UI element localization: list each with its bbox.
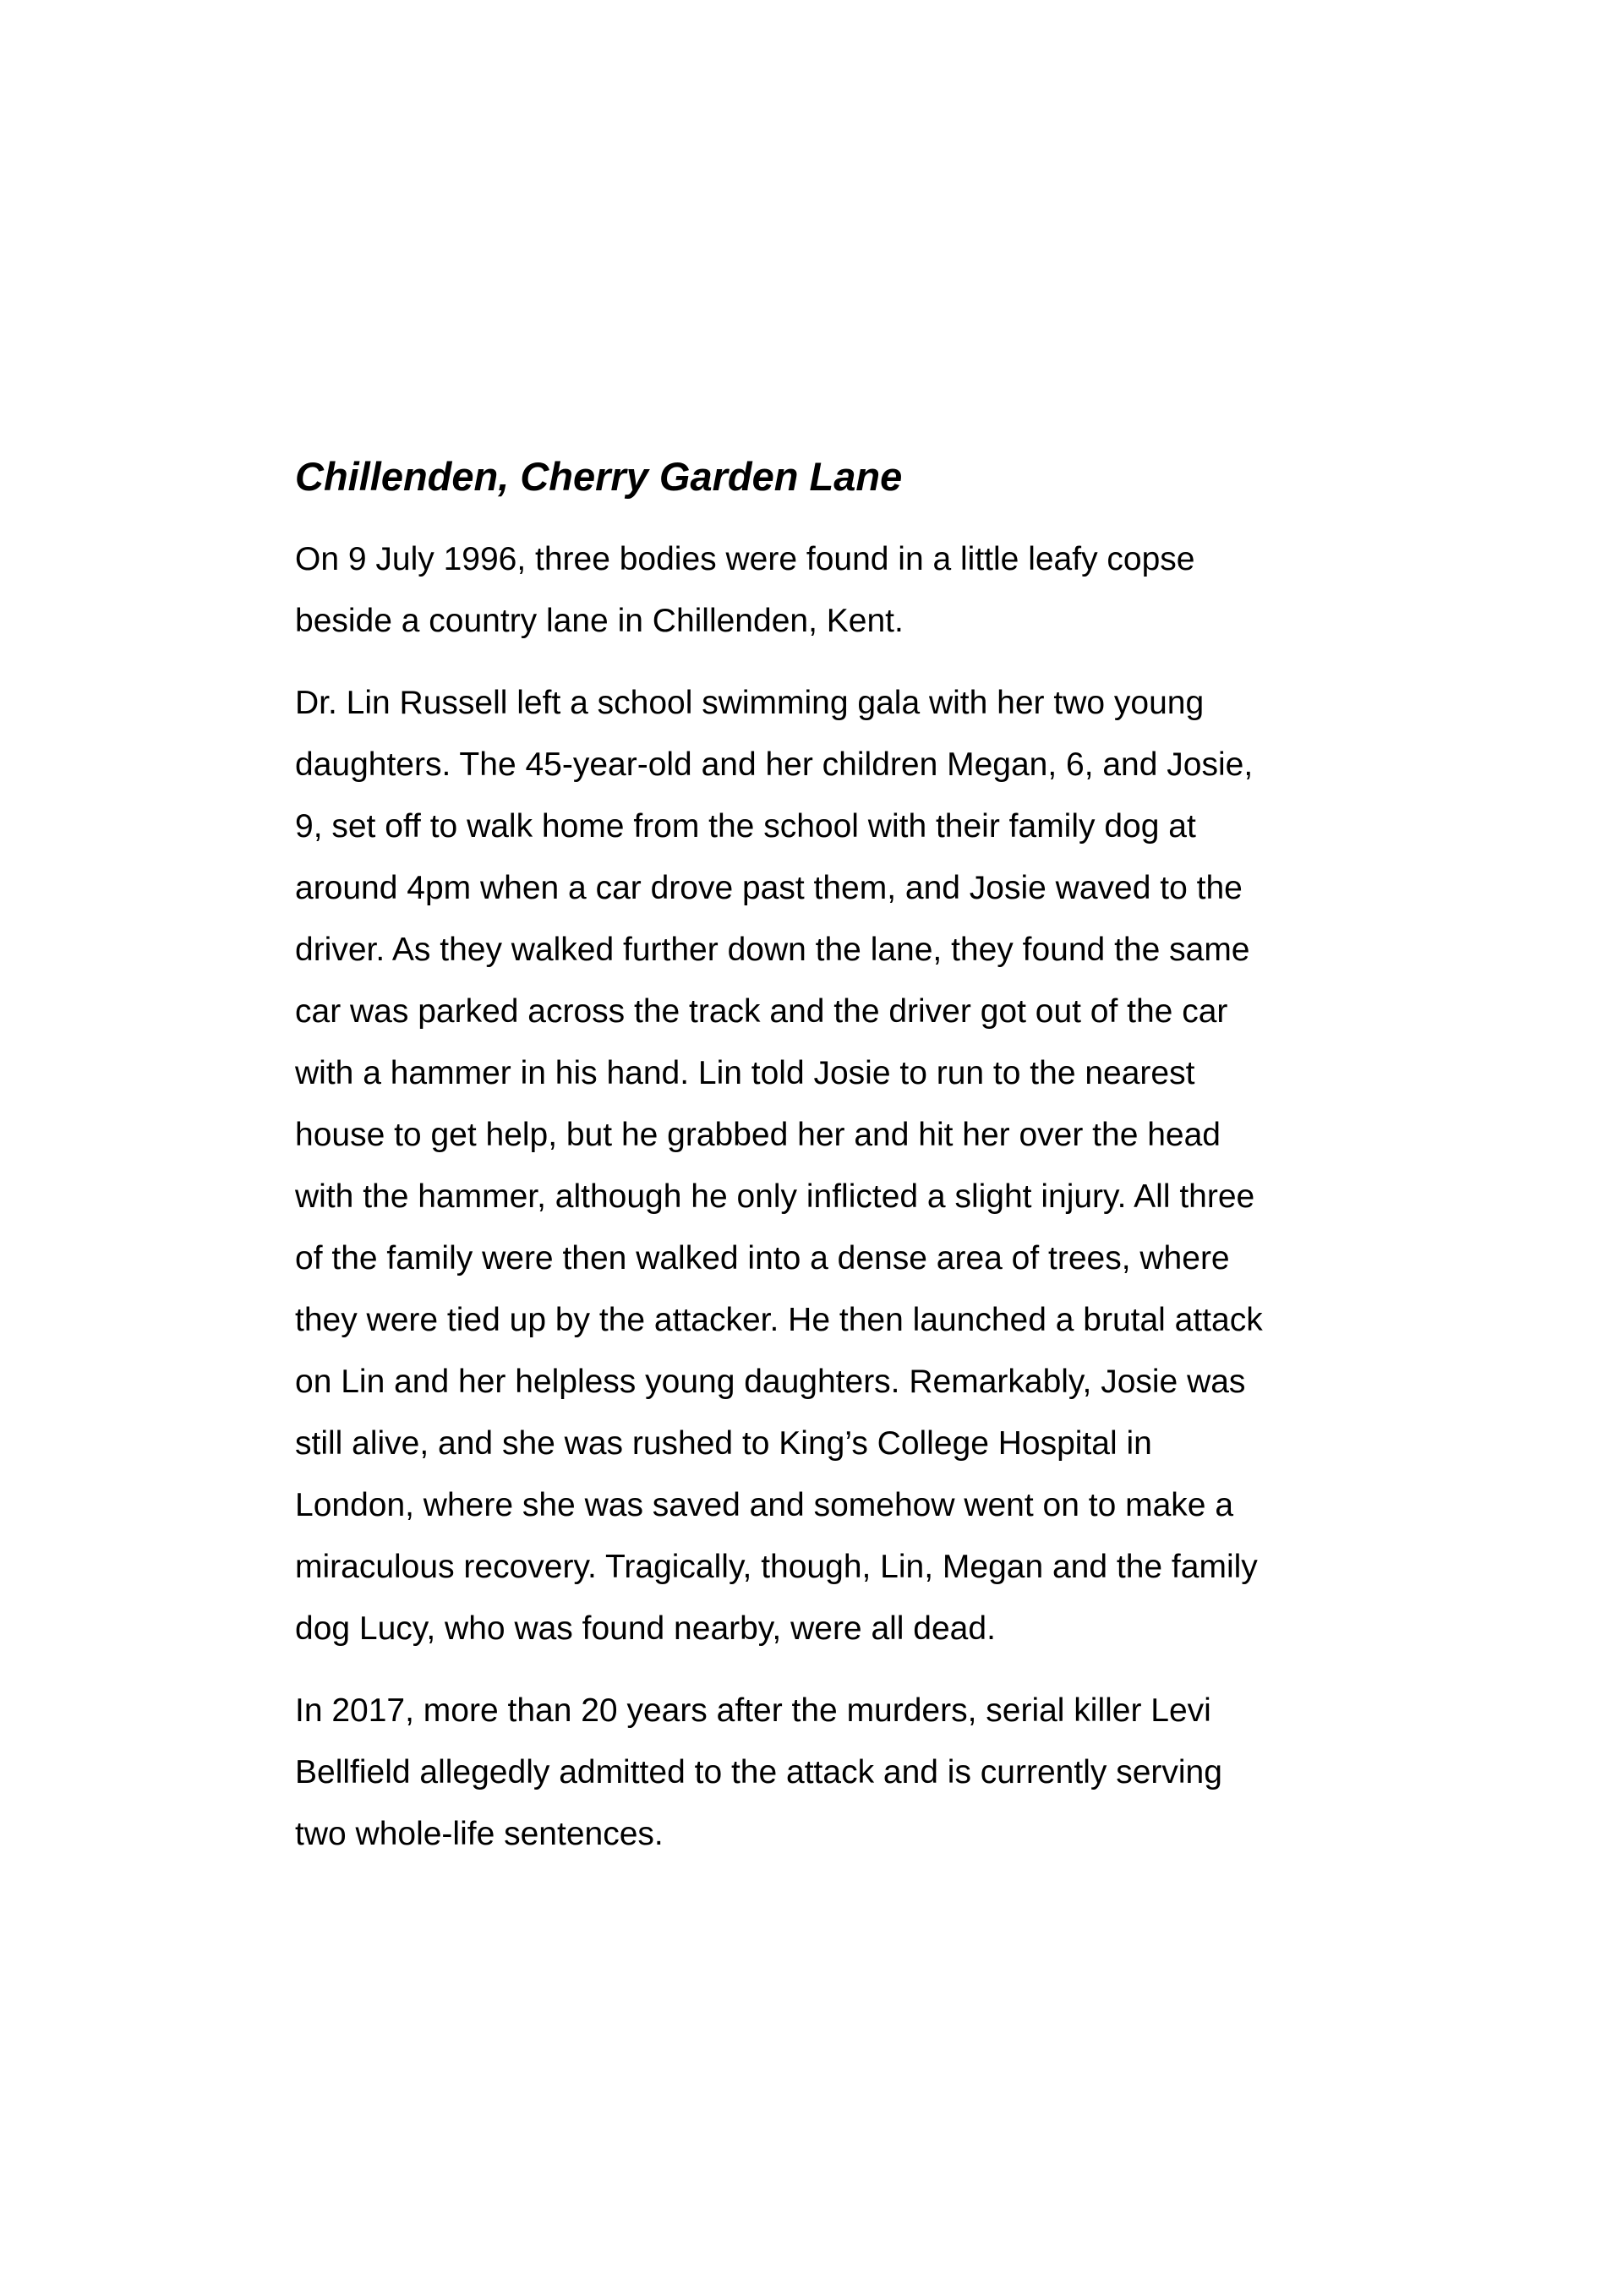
text-line: driver. As they walked further down the lane, they found the same: [295, 932, 1250, 968]
text-line: Bellfield allegedly admitted to the attack and is currently serving: [295, 1754, 1222, 1790]
text-line: In 2017, more than 20 years after the murders, serial killer Levi: [295, 1692, 1211, 1729]
paragraph-2: [295, 672, 1369, 1659]
paragraph-3: [295, 1680, 1369, 1865]
text-line: dog Lucy, who was found nearby, were all dead.: [295, 1610, 996, 1647]
text-line: 9, set off to walk home from the school with their family dog at: [295, 808, 1196, 845]
text-line: daughters. The 45-year-old and her children Megan, 6, and Josie,: [295, 746, 1254, 783]
paragraph-1: [295, 528, 1369, 652]
text-line: with the hammer, although he only inflicted a slight injury. All three: [295, 1178, 1255, 1215]
document-body: [295, 452, 1369, 1885]
text-line: car was parked across the track and the driver got out of the car: [295, 993, 1228, 1030]
text-line: London, where she was saved and somehow went on to make a: [295, 1487, 1234, 1523]
text-line: two whole-life sentences.: [295, 1816, 664, 1852]
text-line: around 4pm when a car drove past them, and Josie waved to the: [295, 870, 1243, 906]
text-line: Dr. Lin Russell left a school swimming gala with her two young: [295, 685, 1205, 721]
text-line: they were tied up by the attacker. He then launched a brutal attack: [295, 1302, 1263, 1338]
text-line: house to get help, but he grabbed her and hit her over the head: [295, 1117, 1221, 1153]
text-line: with a hammer in his hand. Lin told Josie to run to the nearest: [295, 1055, 1195, 1091]
text-line: beside a country lane in Chillenden, Kent.: [295, 603, 904, 639]
text-line: on Lin and her helpless young daughters. Remarkably, Josie was: [295, 1364, 1246, 1400]
text-line: of the family were then walked into a dense area of trees, where: [295, 1240, 1230, 1276]
text-line: On 9 July 1996, three bodies were found in a little leafy copse: [295, 541, 1195, 577]
text-line: miraculous recovery. Tragically, though, Lin, Megan and the family: [295, 1549, 1258, 1585]
section-heading: Chillenden, Cherry Garden Lane: [295, 454, 903, 499]
text-line: still alive, and she was rushed to King’s College Hospital in: [295, 1425, 1152, 1462]
